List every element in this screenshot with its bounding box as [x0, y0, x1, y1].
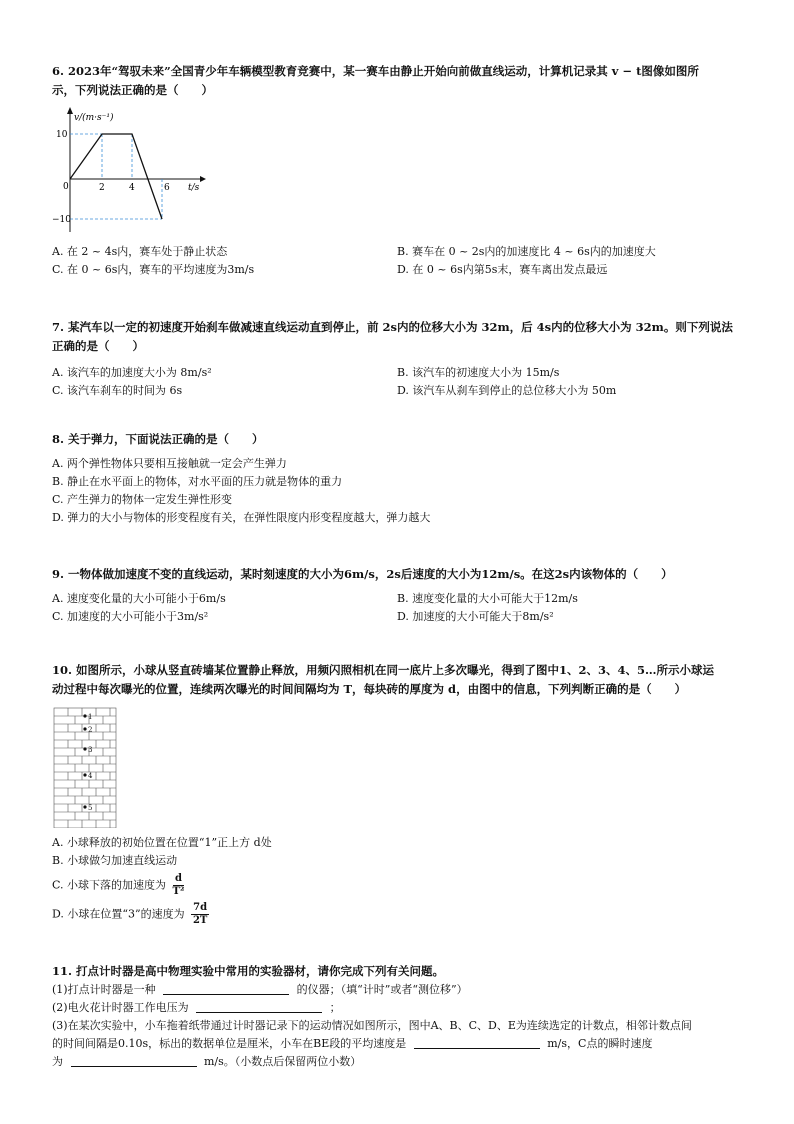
- q11-part2-prefix: (2)电火花计时器工作电压为: [52, 1001, 189, 1014]
- q11-part3-line2-prefix: 的时间间隔是0.10s，标出的数据单位是厘米，小车在BE段的平均速度是: [52, 1037, 407, 1050]
- q7-option-d[interactable]: D. 该汽车从刹车到停止的总位移大小为 50m: [397, 384, 617, 397]
- q6-y-tick-neg10: −10: [52, 215, 71, 225]
- q11-part3-line2-suffix: m/s，C点的瞬时速度: [547, 1037, 653, 1050]
- q11-part2-suffix: ；: [329, 1001, 341, 1014]
- q9-option-b[interactable]: B. 速度变化量的大小可能大于12m/s: [397, 592, 578, 605]
- q10-brick-wall: [52, 706, 122, 828]
- question-7: [52, 318, 742, 400]
- q10-option-a[interactable]: A. 小球释放的初始位置在位置“1”正上方 d处: [52, 836, 272, 849]
- q7-stem-line1: 7. 某汽车以一定的初速度开始刹车做减速直线运动直到停止，前 2s内的位移大小为 32m，后 4s内的位移大小为 32m。则下列说法: [52, 320, 733, 334]
- q11-part1-suffix: 的仪器；（填“计时”或者“测位移”）: [296, 983, 468, 996]
- q10-option-c-fraction: [173, 873, 185, 898]
- q10-option-c-label: C. 小球下落的加速度为: [52, 878, 167, 892]
- q11-blank-3[interactable]: [414, 1035, 540, 1049]
- ball-position-1: [83, 714, 86, 717]
- q11-part3-line3: [52, 1053, 742, 1071]
- q6-x-tick-2: 2: [99, 183, 105, 193]
- ball-position-3: [83, 747, 86, 750]
- q8-option-c[interactable]: C. 产生弹力的物体一定发生弹性形变: [52, 493, 233, 506]
- q10-option-d[interactable]: [52, 902, 742, 927]
- q6-stem-line1: 6. 2023年“驾驭未来”全国青少年车辆模型教育竞赛中，某一赛车由静止开始向前做直线运动，计算机记录其 v − t图像如图所: [52, 64, 699, 78]
- q10-option-d-fraction: [191, 902, 209, 927]
- q11-part2: [52, 999, 742, 1017]
- q11-part1-prefix: (1)打点计时器是一种: [52, 983, 156, 996]
- brick-wall-outline: [54, 708, 116, 828]
- q11-stem: 11. 打点计时器是高中物理实验中常用的实验器材，请你完成下列有关问题。: [52, 964, 445, 978]
- q6-option-c[interactable]: C. 在 0 ~ 6s内，赛车的平均速度为3m/s: [52, 263, 255, 276]
- q9-option-d[interactable]: D. 加速度的大小可能大于8m/s²: [397, 610, 554, 623]
- q10-stem-line2: 动过程中每次曝光的位置，连续两次曝光的时间间隔均为 T，每块砖的厚度为 d，由图中的信息，下列判断正确的是（ ）: [52, 682, 687, 696]
- q10-option-d-label: D. 小球在位置“3”的速度为: [52, 907, 185, 921]
- q10-option-c-denominator: T²: [172, 886, 185, 897]
- q11-part3-line1: (3)在某次实验中，小车拖着纸带通过计时器记录下的运动情况如图所示，图中A、B、C、D、E为连续选定的计数点，相邻计数点间: [52, 1019, 692, 1032]
- q11-part3-line3-suffix: m/s。（小数点后保留两位小数）: [204, 1055, 362, 1068]
- q11-part3-line3-prefix: 为: [52, 1055, 63, 1068]
- q8-option-d[interactable]: D. 弹力的大小与物体的形变程度有关，在弹性限度内形变程度越大，弹力越大: [52, 511, 431, 524]
- q7-option-b[interactable]: B. 该汽车的初速度大小为 15m/s: [397, 366, 560, 379]
- q7-option-c[interactable]: C. 该汽车刹车的时间为 6s: [52, 384, 183, 397]
- q8-option-b[interactable]: B. 静止在水平面上的物体，对水平面的压力就是物体的重力: [52, 475, 343, 488]
- q9-stem: 9. 一物体做加速度不变的直线运动，某时刻速度的大小为6m/s，2s后速度的大小为12m/s。在这2s内该物体的（ ）: [52, 567, 673, 581]
- q8-stem: 8. 关于弹力，下面说法正确的是（ ）: [52, 432, 264, 446]
- q6-option-d[interactable]: D. 在 0 ~ 6s内第5s末，赛车离出发点最远: [397, 263, 608, 276]
- ball-label-3: 3: [88, 746, 93, 754]
- ball-position-5: [83, 805, 86, 808]
- q10-option-c[interactable]: [52, 873, 742, 898]
- q10-option-c-numerator: d: [173, 873, 185, 886]
- q9-option-a[interactable]: A. 速度变化量的大小可能小于6m/s: [52, 592, 226, 605]
- q11-part1: [52, 981, 742, 999]
- q6-y-tick-10: 10: [56, 130, 68, 140]
- q6-option-b[interactable]: B. 赛车在 0 ~ 2s内的加速度比 4 ~ 6s内的加速度大: [397, 245, 656, 258]
- question-10: [52, 661, 742, 699]
- ball-label-1: 1: [88, 713, 93, 721]
- q9-option-c[interactable]: C. 加速度的大小可能小于3m/s²: [52, 610, 209, 623]
- q6-x-tick-4: 4: [129, 183, 135, 193]
- q6-x-axis-label: t/s: [188, 183, 200, 193]
- question-6: [52, 62, 742, 100]
- ball-position-2: [83, 727, 86, 730]
- q11-blank-2[interactable]: [196, 999, 322, 1013]
- ball-label-4: 4: [88, 772, 93, 780]
- q10-option-d-numerator: 7d: [193, 902, 208, 913]
- ball-label-5: 5: [88, 804, 93, 812]
- q6-origin-label: 0: [63, 182, 69, 192]
- ball-label-2: 2: [88, 726, 93, 734]
- q6-options: [52, 243, 742, 279]
- question-11: [52, 962, 742, 1071]
- q6-vt-graph: [52, 104, 212, 234]
- ball-position-4: [83, 773, 86, 776]
- q10-option-b[interactable]: B. 小球做匀加速直线运动: [52, 854, 178, 867]
- question-8: [52, 430, 742, 527]
- q11-blank-4[interactable]: [71, 1053, 197, 1067]
- q7-stem-line2: 正确的是（ ）: [52, 339, 144, 353]
- q10-stem-line1: 10. 如图所示，小球从竖直砖墙某位置静止释放，用频闪照相机在同一底片上多次曝光，得到了图中1、2、3、4、5…所示小球运: [52, 663, 715, 677]
- q11-blank-1[interactable]: [163, 981, 289, 995]
- q11-part3-line2: [52, 1035, 742, 1053]
- q10-option-d-denominator: 2T: [192, 915, 208, 926]
- q6-x-tick-6: 6: [164, 183, 170, 193]
- q7-option-a[interactable]: A. 该汽车的加速度大小为 8m/s²: [52, 366, 212, 379]
- q10-options: [52, 834, 742, 927]
- q8-option-a[interactable]: A. 两个弹性物体只要相互接触就一定会产生弹力: [52, 457, 287, 470]
- q6-y-axis-label: v/(m·s⁻¹): [74, 113, 114, 123]
- q6-option-a[interactable]: A. 在 2 ~ 4s内，赛车处于静止状态: [52, 245, 228, 258]
- q6-stem-line2: 示，下列说法正确的是（ ）: [52, 83, 213, 97]
- question-9: [52, 565, 742, 626]
